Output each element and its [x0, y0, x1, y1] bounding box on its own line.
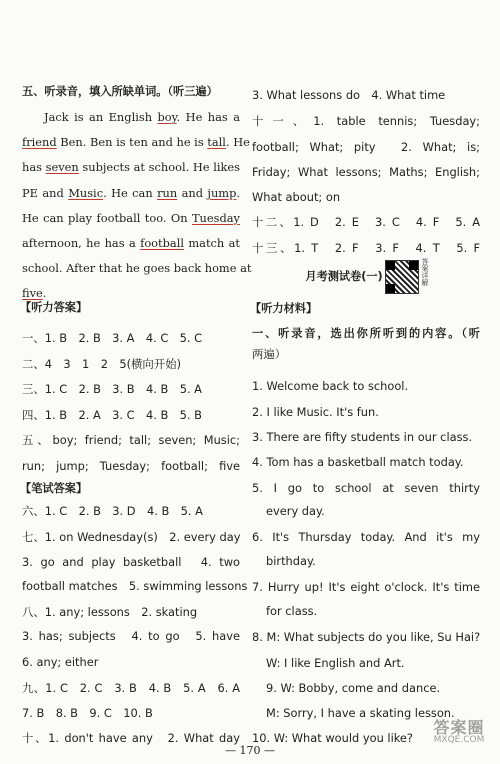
answer-word: jump: [207, 185, 237, 200]
passage-line: [22, 185, 240, 201]
written-answer-line: 7. B 8. B 9. C 10. B: [22, 706, 153, 720]
material-line: 4. Tom has a basketball match today.: [252, 455, 464, 469]
listen-answer-line: 一、1. B 2. B 3. A 4. C 5. C: [22, 331, 203, 345]
written-answer-line: 九、1. C 2. C 3. B 4. B 5. A 6. A: [22, 681, 240, 695]
passage-text: and: [177, 185, 208, 200]
passage-text: PE and: [22, 185, 69, 200]
answer-word: tall: [207, 135, 226, 150]
material-line: 两遍）: [252, 347, 287, 361]
watermark-url: MXQE.COM: [433, 735, 485, 745]
answer-word: boy: [157, 110, 177, 124]
material-line: 8. M: What subjects do you like, Su Hai?: [252, 630, 481, 644]
listen-answer-line: run; jump; Tuesday; football; five: [22, 459, 240, 473]
answer-line: 十二、1. D 2. E 3. C 4. F 5. A: [252, 215, 480, 229]
written-answer-line: 六、1. C 2. B 3. D 4. B 5. A: [22, 504, 203, 518]
written-answer-line: 3. go and play basketball 4. two: [22, 555, 240, 569]
passage-text: match at: [184, 236, 240, 250]
listening-material-title: 【听力材料】: [250, 302, 318, 315]
material-line: every day.: [266, 504, 325, 518]
material-line: M: Sorry, I have a skating lesson.: [266, 706, 455, 720]
written-answer-line: 3. has; subjects 4. to go 5. have: [22, 629, 240, 643]
answer-line: football; What; pity 2. What; is;: [252, 140, 480, 154]
material-line: 7. Hurry up! It's eight o'clock. It's time: [252, 580, 480, 594]
written-answer-line: 十、1. don't have any 2. What day: [22, 731, 240, 745]
listen-answers-title: 【听力答案】: [20, 301, 88, 314]
material-line: W: I like English and Art.: [266, 656, 405, 670]
listen-answer-line: 四、1. B 2. A 3. C 4. B 5. B: [22, 408, 202, 422]
test-title: 月考测试卷(一): [305, 270, 383, 283]
passage-text: Ben. Ben is ten and he is: [56, 135, 208, 150]
written-answer-line: 6. any; either: [22, 655, 99, 669]
passage-text: . He: [225, 135, 250, 150]
passage-text: afternoon, he has a: [22, 236, 141, 250]
listen-answer-line: 五、boy; friend; tall; seven; Music;: [22, 433, 240, 447]
material-line: for class.: [266, 604, 318, 618]
passage-line: [44, 109, 240, 125]
qr-label: 答案详解: [421, 258, 429, 286]
answer-word: Music: [68, 185, 104, 200]
written-answer-line: football matches 5. swimming lessons: [22, 579, 248, 593]
answer-line: 十三、1. T 2. F 3. F 4. T 5. F: [252, 241, 480, 255]
passage-text: . He can: [103, 185, 158, 200]
answer-word: run: [157, 185, 178, 200]
material-line: 6. It's Thursday today. And it's my: [252, 530, 480, 544]
answer-word: five: [22, 286, 43, 301]
passage-text: .: [236, 185, 241, 200]
watermark-logo: [420, 718, 498, 762]
qr-code-icon[interactable]: [385, 260, 419, 294]
passage-line: [22, 159, 240, 175]
watermark-text: 答案圈: [433, 718, 485, 737]
answer-line: 十一、1. table tennis; Tuesday;: [252, 114, 480, 128]
listen-answer-line: 三、1. C 2. B 3. B 4. B 5. A: [22, 382, 202, 396]
passage-line: [22, 285, 240, 301]
passage-text: .: [42, 286, 47, 301]
passage-text: has: [22, 160, 46, 175]
passage-line: [22, 235, 240, 251]
material-line: 3. There are fifty students in our class.: [252, 430, 473, 444]
written-answers-title: 【笔试答案】: [20, 482, 88, 495]
passage-text: . He has a: [176, 110, 241, 124]
answer-line: Friday; What lessons; Maths; English;: [252, 165, 480, 179]
section-5-title: 五、听录音，填入所缺单词。（听三遍）: [22, 85, 218, 98]
answer-word: football: [140, 236, 184, 250]
material-line: 一、听录音，选出你所听到的内容。（听: [252, 327, 480, 340]
answer-line: 3. What lessons do 4. What time: [252, 88, 446, 102]
passage-line: [22, 260, 252, 276]
listen-answer-line: 二、4 3 1 2 5(横向开始): [22, 357, 182, 371]
answer-word: Tuesday: [191, 210, 240, 225]
passage-line: [22, 210, 240, 226]
material-line: 10. W: What would you like?: [252, 731, 413, 745]
page-number: — 170 —: [225, 744, 275, 757]
written-answer-line: 七、1. on Wednesday(s) 2. every day: [22, 530, 241, 544]
answer-word: seven: [45, 160, 79, 175]
answer-line: What about; on: [252, 190, 341, 204]
answer-word: friend: [22, 135, 57, 150]
material-line: 5. I go to school at seven thirty: [252, 481, 480, 495]
material-line: 2. I like Music. It's fun.: [252, 405, 379, 419]
material-line: 1. Welcome back to school.: [252, 379, 409, 393]
passage-text: subjects at school. He likes: [78, 160, 240, 175]
material-line: 9. W: Bobby, come and dance.: [266, 681, 441, 695]
passage-text: Jack is an English: [44, 110, 158, 124]
passage-line: [22, 134, 250, 150]
material-line: birthday.: [266, 554, 316, 568]
passage-text: school. After that he goes back home at: [22, 261, 252, 276]
passage-text: He can play football too. On: [22, 210, 192, 225]
written-answer-line: 八、1. any; lessons 2. skating: [22, 605, 198, 619]
